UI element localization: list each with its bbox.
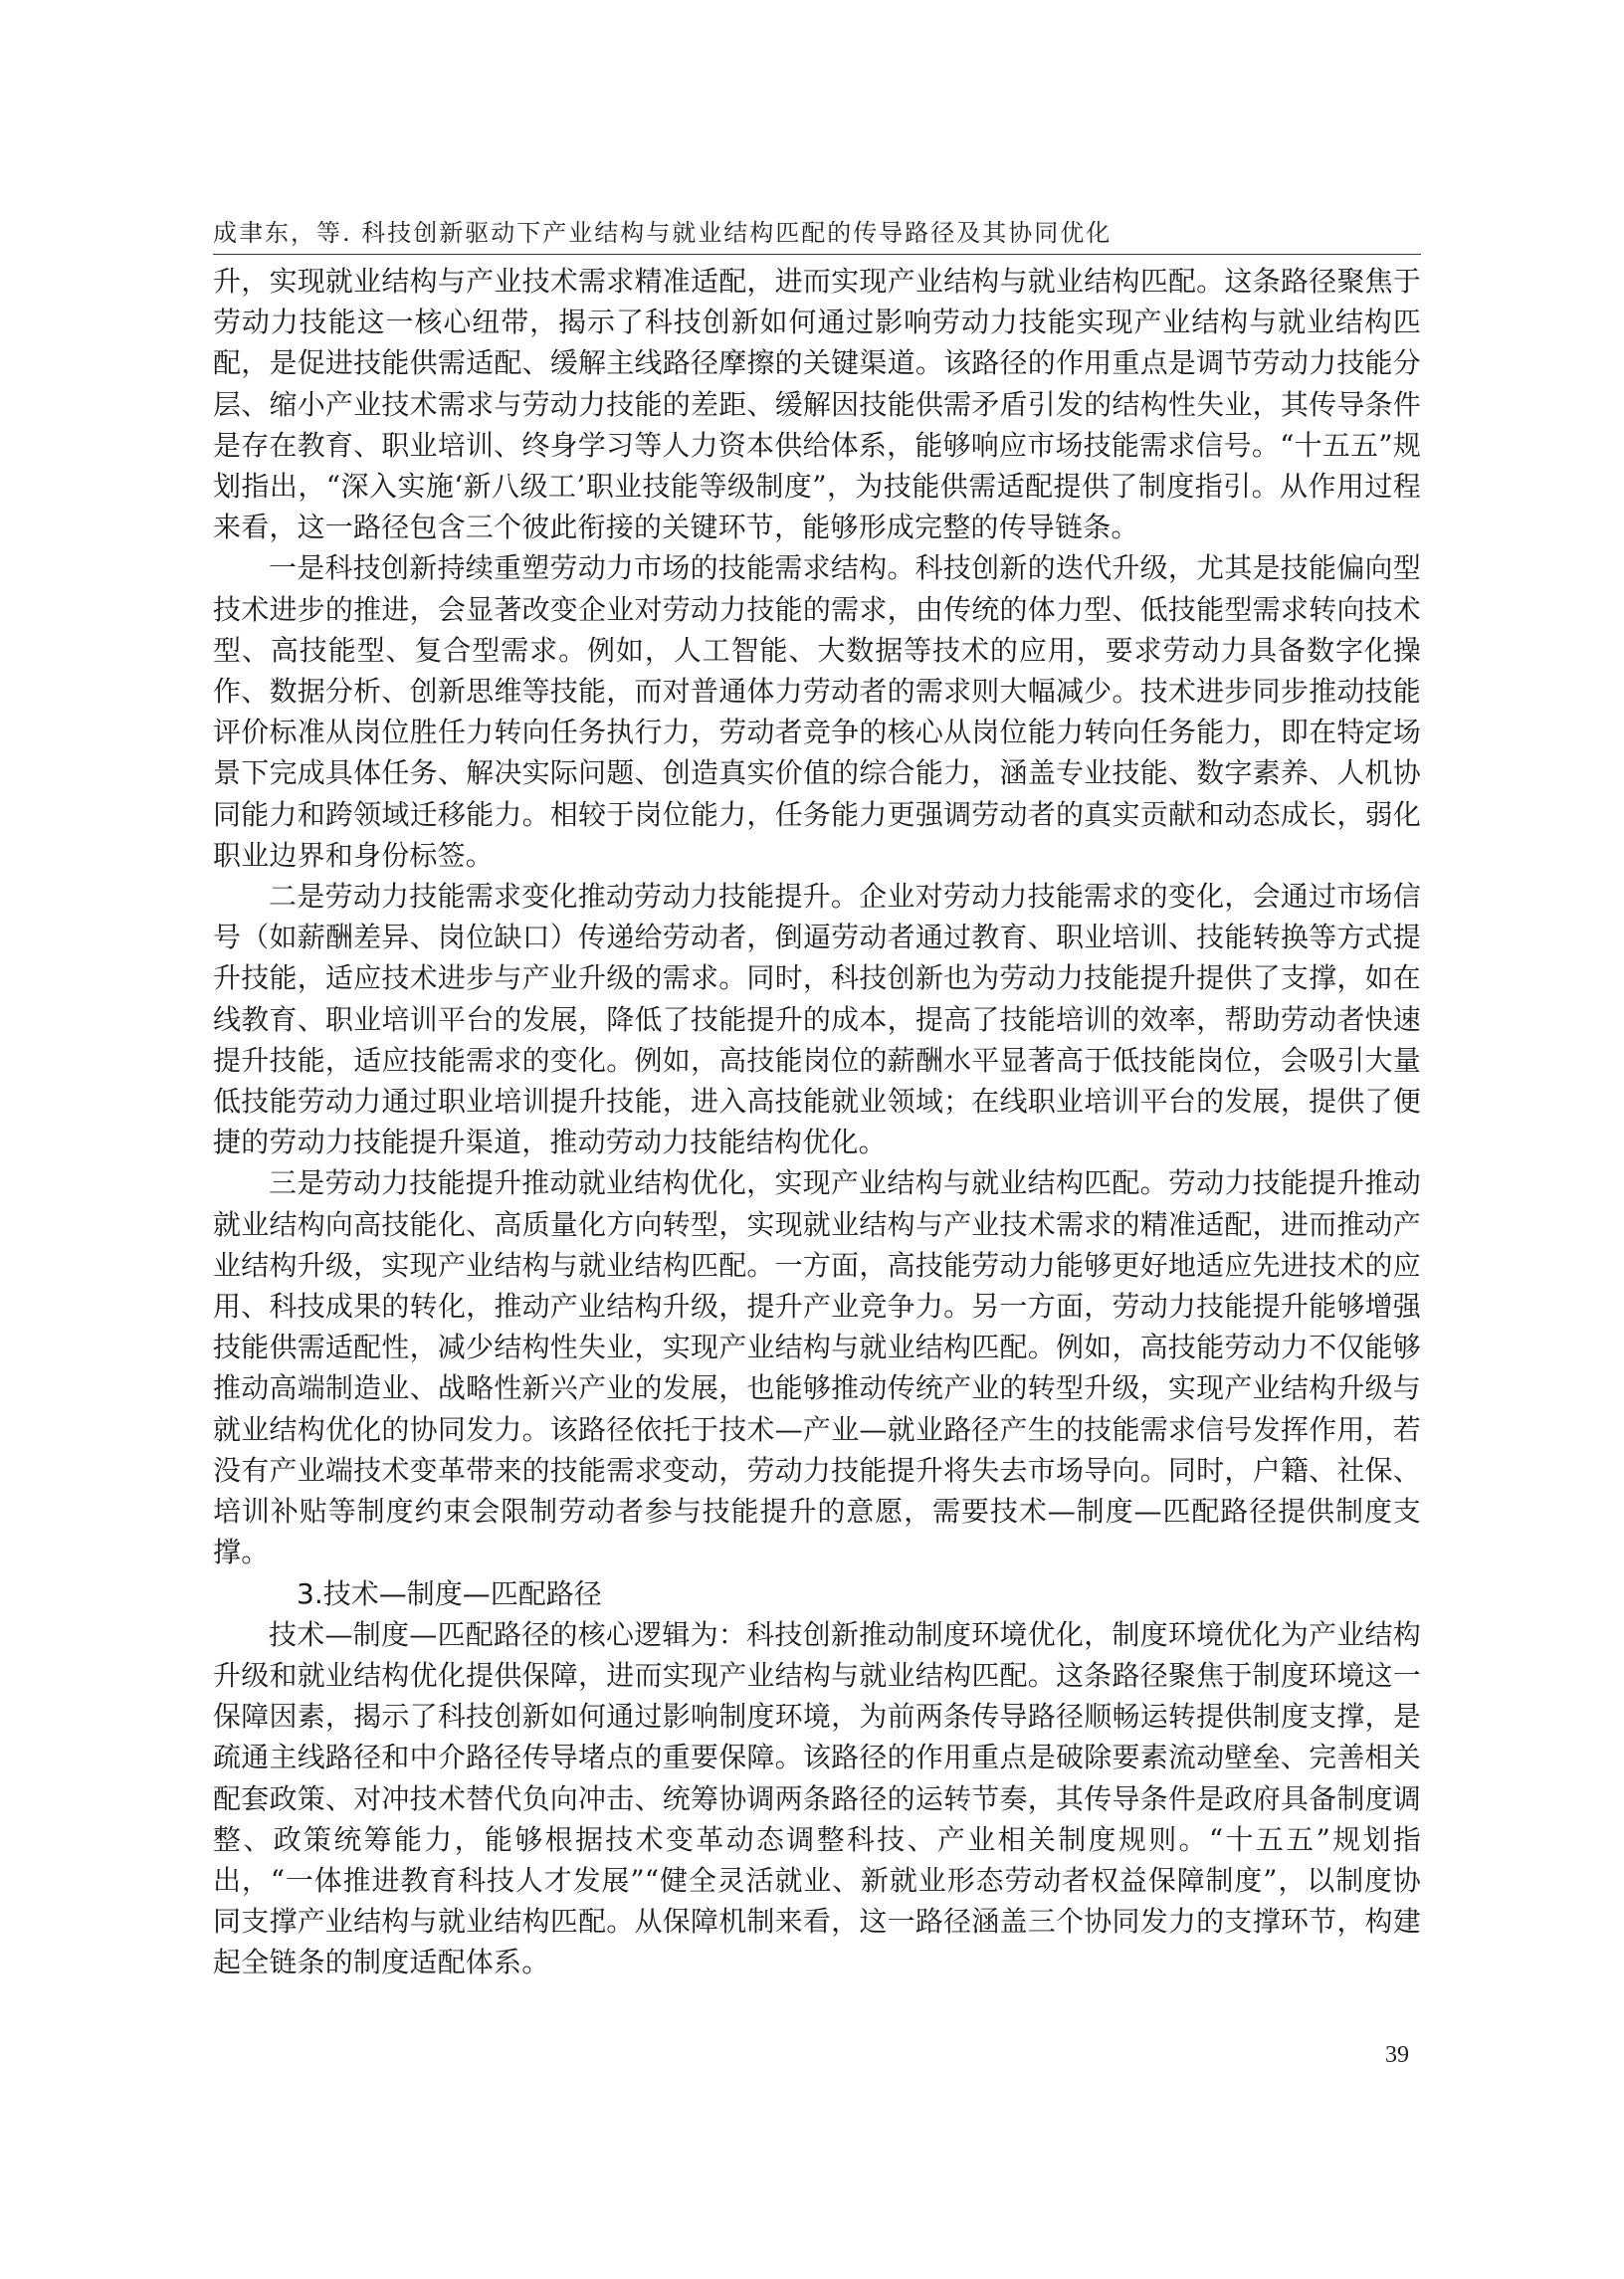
paragraph-step-three: 三是劳动力技能提升推动就业结构优化，实现产业结构与就业结构匹配。劳动力技能提升推动就业结构向高技能化、高质量化方向转型，实现就业结构与产业技术需求的精准适配，进而推动产业结构升级，实现产业结构与就业结构匹配。一方面，高技能劳动力能够更好地适应先进技术的应用、科技成果的转化，推动产业结构升级，提升产业竞争力。另一方面，劳动力技能提升能够增强技能供需适配性，减少结构性失业，实现产业结构与就业结构匹配。例如，高技能劳动力不仅能够推动高端制造业、战略性新兴产业的发展，也能够推动传统产业的转型升级，实现产业结构升级与就业结构优化的协同发力。该路径依托于技术—产业—就业路径产生的技能需求信号发挥作用，若没有产业端技术变革带来的技能需求变动，劳动力技能提升将失去市场导向。同时，户籍、社保、培训补贴等制度约束会限制劳动者参与技能提升的意愿，需要技术—制度—匹配路径提供制度支撑。: [213, 1166, 1421, 1569]
paragraph-step-two: 二是劳动力技能需求变化推动劳动力技能提升。企业对劳动力技能需求的变化，会通过市场信号（如薪酬差异、岗位缺口）传递给劳动者，倒逼劳动者通过教育、职业培训、技能转换等方式提升技能，适应技术进步与产业升级的需求。同时，科技创新也为劳动力技能提升提供了支撑，如在线教育、职业培训平台的发展，降低了技能提升的成本，提高了技能培训的效率，帮助劳动者快速提升技能，适应技能需求的变化。例如，高技能岗位的薪酬水平显著高于低技能岗位，会吸引大量低技能劳动力通过职业培训提升技能，进入高技能就业领域；在线职业培训平台的发展，提供了便捷的劳动力技能提升渠道，推动劳动力技能结构优化。: [213, 880, 1421, 1159]
paragraph-step-one: 一是科技创新持续重塑劳动力市场的技能需求结构。科技创新的迭代升级，尤其是技能偏向型技术进步的推进，会显著改变企业对劳动力技能的需求，由传统的体力型、低技能型需求转向技术型、高技能型、复合型需求。例如，人工智能、大数据等技术的应用，要求劳动力具备数字化操作、数据分析、创新思维等技能，而对普通体力劳动者的需求则大幅减少。技术进步同步推动技能评价标准从岗位胜任力转向任务执行力，劳动者竞争的核心从岗位能力转向任务能力，即在特定场景下完成具体任务、解决实际问题、创造真实价值的综合能力，涵盖专业技能、数字素养、人机协同能力和跨领域迁移能力。相较于岗位能力，任务能力更强调劳动者的真实贡献和动态成长，弱化职业边界和身份标签。: [213, 551, 1421, 872]
paragraph-continued: 升，实现就业结构与产业技术需求精准适配，进而实现产业结构与就业结构匹配。这条路径聚焦于劳动力技能这一核心纽带，揭示了科技创新如何通过影响劳动力技能实现产业结构与就业结构匹配，是促进技能供需适配、缓解主线路径摩擦的关键渠道。该路径的作用重点是调节劳动力技能分层、缩小产业技术需求与劳动力技能的差距、缓解因技能供需矛盾引发的结构性失业，其传导条件是存在教育、职业培训、终身学习等人力资本供给体系，能够响应市场技能需求信号。“十五五”规划指出，“深入实施‘新八级工’职业技能等级制度”，为技能供需适配提供了制度指引。从作用过程来看，这一路径包含三个彼此衔接的关键环节，能够形成完整的传导链条。: [213, 265, 1421, 544]
page-number: 39: [1385, 2042, 1409, 2068]
body-text: [213, 261, 1421, 1983]
header-rule: [213, 254, 1421, 255]
section-heading: 3.技术—制度—匹配路径: [297, 1576, 602, 1610]
paragraph-section-intro: 技术—制度—匹配路径的核心逻辑为：科技创新推动制度环境优化，制度环境优化为产业结构升级和就业结构优化提供保障，进而实现产业结构与就业结构匹配。这条路径聚焦于制度环境这一保障因素，揭示了科技创新如何通过影响制度环境，为前两条传导路径顺畅运转提供制度支撑，是疏通主线路径和中介路径传导堵点的重要保障。该路径的作用重点是破除要素流动壁垒、完善相关配套政策、对冲技术替代负向冲击、统筹协调两条路径的运转节奏，其传导条件是政府具备制度调整、政策统筹能力，能够根据技术变革动态调整科技、产业相关制度规则。“十五五”规划指出，“一体推进教育科技人才发展”“健全灵活就业、新就业形态劳动者权益保障制度”，以制度协同支撑产业结构与就业结构匹配。从保障机制来看，这一路径涵盖三个协同发力的支撑环节，构建起全链条的制度适配体系。: [213, 1617, 1421, 1979]
running-header: 成聿东，等. 科技创新驱动下产业结构与就业结构匹配的传导路径及其协同优化: [213, 219, 1113, 247]
